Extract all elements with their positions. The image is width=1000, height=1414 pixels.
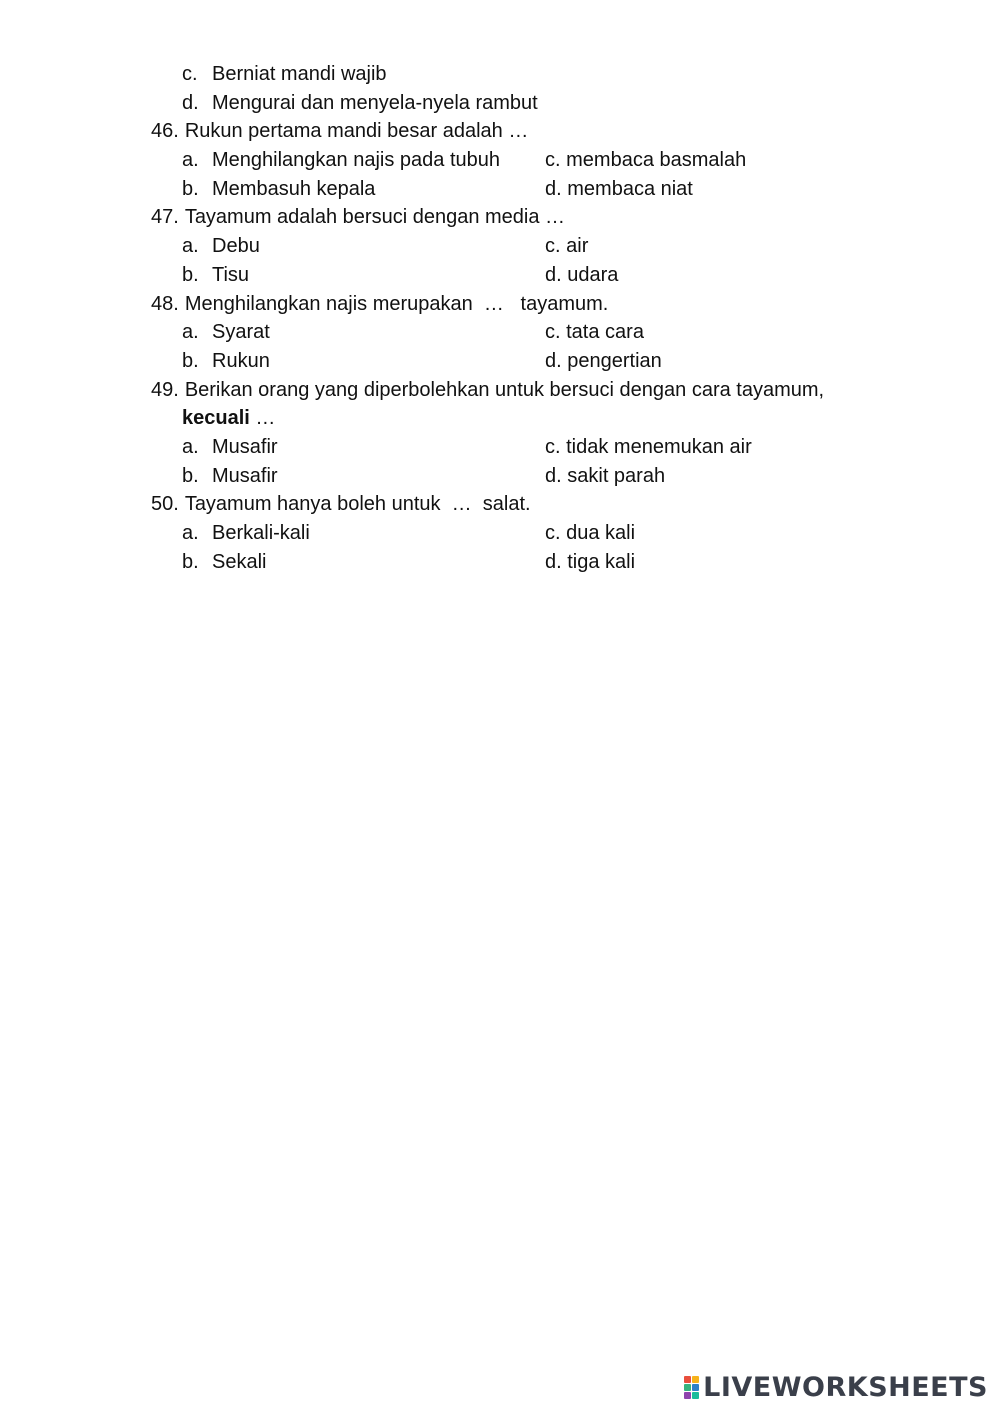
question-46: 46. Rukun pertama mandi besar adalah …	[151, 120, 529, 143]
option-row	[0, 232, 1000, 261]
emphasis-kecuali: kecuali	[182, 407, 250, 430]
logo-square	[692, 1392, 699, 1399]
option-b[interactable]: b. Membasuh kepala	[182, 177, 376, 200]
option-d[interactable]: d. pengertian	[545, 349, 662, 372]
option-row	[0, 462, 1000, 491]
option-b[interactable]: b. Rukun	[182, 349, 270, 372]
option-c[interactable]: c. dua kali	[545, 522, 636, 544]
question-47: 47. Tayamum adalah bersuci dengan media …	[151, 206, 566, 229]
option-d[interactable]: d. membaca niat	[545, 177, 693, 200]
option-c[interactable]: c. membaca basmalah	[545, 149, 747, 172]
option-b[interactable]: b. Sekali	[182, 550, 267, 573]
option-row	[0, 318, 1000, 347]
logo-square	[684, 1384, 691, 1391]
option-d[interactable]: d. udara	[545, 263, 619, 286]
liveworksheets-logo	[684, 1372, 988, 1402]
option-a[interactable]: a. Berkali-kali	[182, 522, 310, 544]
question-48: 48. Menghilangkan najis merupakan … tayamum.	[151, 292, 609, 315]
liveworksheets-mark-icon	[684, 1376, 699, 1399]
option-d[interactable]: d. Mengurai dan menyela-nyela rambut	[182, 91, 538, 114]
carryover-option-row	[0, 60, 1000, 89]
option-row	[0, 519, 1000, 548]
option-a[interactable]: a. Menghilangkan najis pada tubuh	[182, 149, 500, 172]
option-d[interactable]: d. tiga kali	[545, 550, 636, 573]
option-row	[0, 261, 1000, 290]
logo-text: LIVEWORKSHEETS	[703, 1371, 988, 1403]
option-b[interactable]: b. Musafir	[182, 464, 278, 487]
option-row	[0, 347, 1000, 376]
logo-square	[692, 1384, 699, 1391]
question-49-continuation: kecuali …	[182, 407, 276, 430]
option-row	[0, 433, 1000, 462]
option-row	[0, 548, 1000, 577]
option-a[interactable]: a. Syarat	[182, 321, 270, 344]
logo-square	[684, 1392, 691, 1399]
option-c[interactable]: c. tata cara	[545, 321, 644, 344]
logo-square	[692, 1376, 699, 1383]
question-50: 50. Tayamum hanya boleh untuk … salat.	[151, 493, 531, 516]
option-d[interactable]: d. sakit parah	[545, 464, 666, 487]
carryover-option-row	[0, 89, 1000, 118]
option-a[interactable]: a. Musafir	[182, 435, 278, 458]
logo-square	[684, 1376, 691, 1383]
option-c[interactable]: c. Berniat mandi wajib	[182, 63, 387, 85]
option-c[interactable]: c. air	[545, 235, 589, 258]
worksheet-page	[0, 60, 1000, 576]
option-b[interactable]: b. Tisu	[182, 263, 250, 286]
question-49: 49. Berikan orang yang diperbolehkan untuk bersuci dengan cara tayamum,	[151, 378, 825, 401]
option-row	[0, 146, 1000, 175]
option-c[interactable]: c. tidak menemukan air	[545, 435, 752, 458]
option-row	[0, 175, 1000, 204]
option-a[interactable]: a. Debu	[182, 235, 260, 258]
